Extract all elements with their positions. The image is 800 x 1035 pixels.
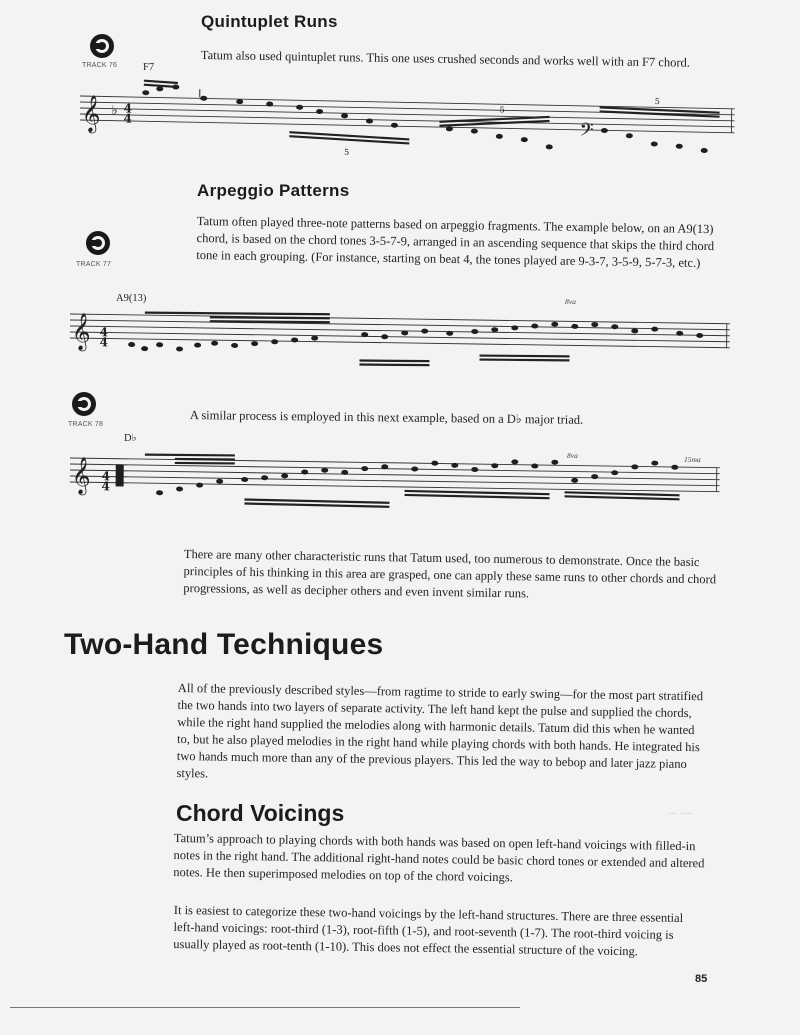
octave-marking: 8va xyxy=(567,451,578,460)
chord-symbol: F7 xyxy=(143,62,155,73)
two-hand-paragraph: All of the previously described styles—from ragtime to stride to early swing—for the most part stratified the two hands into two layers of separate activity. The left hand kept the pulse and supplied the chords, while the right hand supplied the melodies along with harmonic details. Tatum did this when he wanted to, but he also played melodies in the right hand while playing chords with both hands. He integrated his two hands much more than any of the previous players. This led the way to bebop and later jazz piano styles. xyxy=(176,680,704,781)
octave-marking: 8va xyxy=(565,297,576,306)
staff-triad xyxy=(70,440,760,525)
staff-quintuplet xyxy=(80,72,745,162)
section-heading-arpeggio: Arpeggio Patterns xyxy=(197,181,350,200)
arpeggio-text: Tatum often played three-note patterns based on arpeggio fragments. The example below, on an A9(13) chord, is based on the chord tones 3-5-7-9, arranged in an ascending sequence that skips the third chord tone in each grouping. (For instance, starting on beat 4, the tones played are 9-3-7, 3-5-9, 5-7-3, etc.) xyxy=(196,213,715,270)
svg-text:4: 4 xyxy=(123,101,133,116)
faint-bleed-text: ··· ····· xyxy=(668,808,693,820)
svg-text:4: 4 xyxy=(99,335,109,350)
svg-text:4: 4 xyxy=(123,111,132,126)
track-label: TRACK 78 xyxy=(68,421,104,428)
svg-text:5: 5 xyxy=(344,147,350,157)
chord-voicings-paragraph-2: It is easiest to categorize these two-hand voicings by the left-hand structures. There are three essential left-hand voicings: root-third (1-3), root-fifth (1-5), and root-seventh (1-7). The root-third voicing is usually played as root-tenth (1-10). This does not effect the essential structure of the voicing. xyxy=(173,902,684,959)
svg-text:𝄞: 𝄞 xyxy=(71,312,91,351)
triad-text: A similar process is employed in this next example, based on a D♭ major triad. xyxy=(189,407,584,427)
chapter-heading: Two-Hand Techniques xyxy=(64,628,384,661)
svg-text:4: 4 xyxy=(101,479,111,494)
chord-voicings-paragraph-1: Tatum’s approach to playing chords with both hands was based on open left-hand voicings with filled-in notes in the right hand. The additional right-hand notes could be basic chord tones or extended and altered notes. He then superimposed melodies on top of the chord voicings. xyxy=(173,830,705,885)
svg-text:𝄞: 𝄞 xyxy=(81,94,101,133)
svg-text:𝄢: 𝄢 xyxy=(579,120,594,146)
closing-paragraph: There are many other characteristic runs that Tatum used, too numerous to demonstrate. Once the basic principles of his thinking in this area are grasped, one can apply these same runs to other chords and chord progressions, as well as decipher others and even invent similar runs. xyxy=(183,546,717,601)
svg-text:♭: ♭ xyxy=(111,103,118,119)
quintuplet-text: Tatum also used quintuplet runs. This one uses crushed seconds and works well with an F7 chord. xyxy=(200,47,691,70)
page-number: 85 xyxy=(695,973,708,985)
chord-symbol: D♭ xyxy=(124,433,137,444)
footer-rule xyxy=(10,1007,520,1008)
track-label: TRACK 77 xyxy=(76,261,112,268)
svg-text:4: 4 xyxy=(99,325,109,340)
cd-track-icon xyxy=(72,392,96,416)
cd-track-icon xyxy=(86,231,110,255)
svg-text:5: 5 xyxy=(654,97,660,107)
chord-symbol: A9(13) xyxy=(116,293,147,304)
section-heading-quintuplet: Quintuplet Runs xyxy=(201,12,338,31)
svg-text:4: 4 xyxy=(101,469,111,484)
svg-text:5: 5 xyxy=(499,105,505,115)
section-heading-chord-voicings: Chord Voicings xyxy=(176,800,345,826)
staff-arpeggio xyxy=(70,300,740,380)
cd-track-icon xyxy=(90,34,114,58)
octave-marking-15ma: 15ma xyxy=(684,455,701,464)
track-label: TRACK 76 xyxy=(82,62,118,69)
svg-text:𝄞: 𝄞 xyxy=(71,456,91,495)
